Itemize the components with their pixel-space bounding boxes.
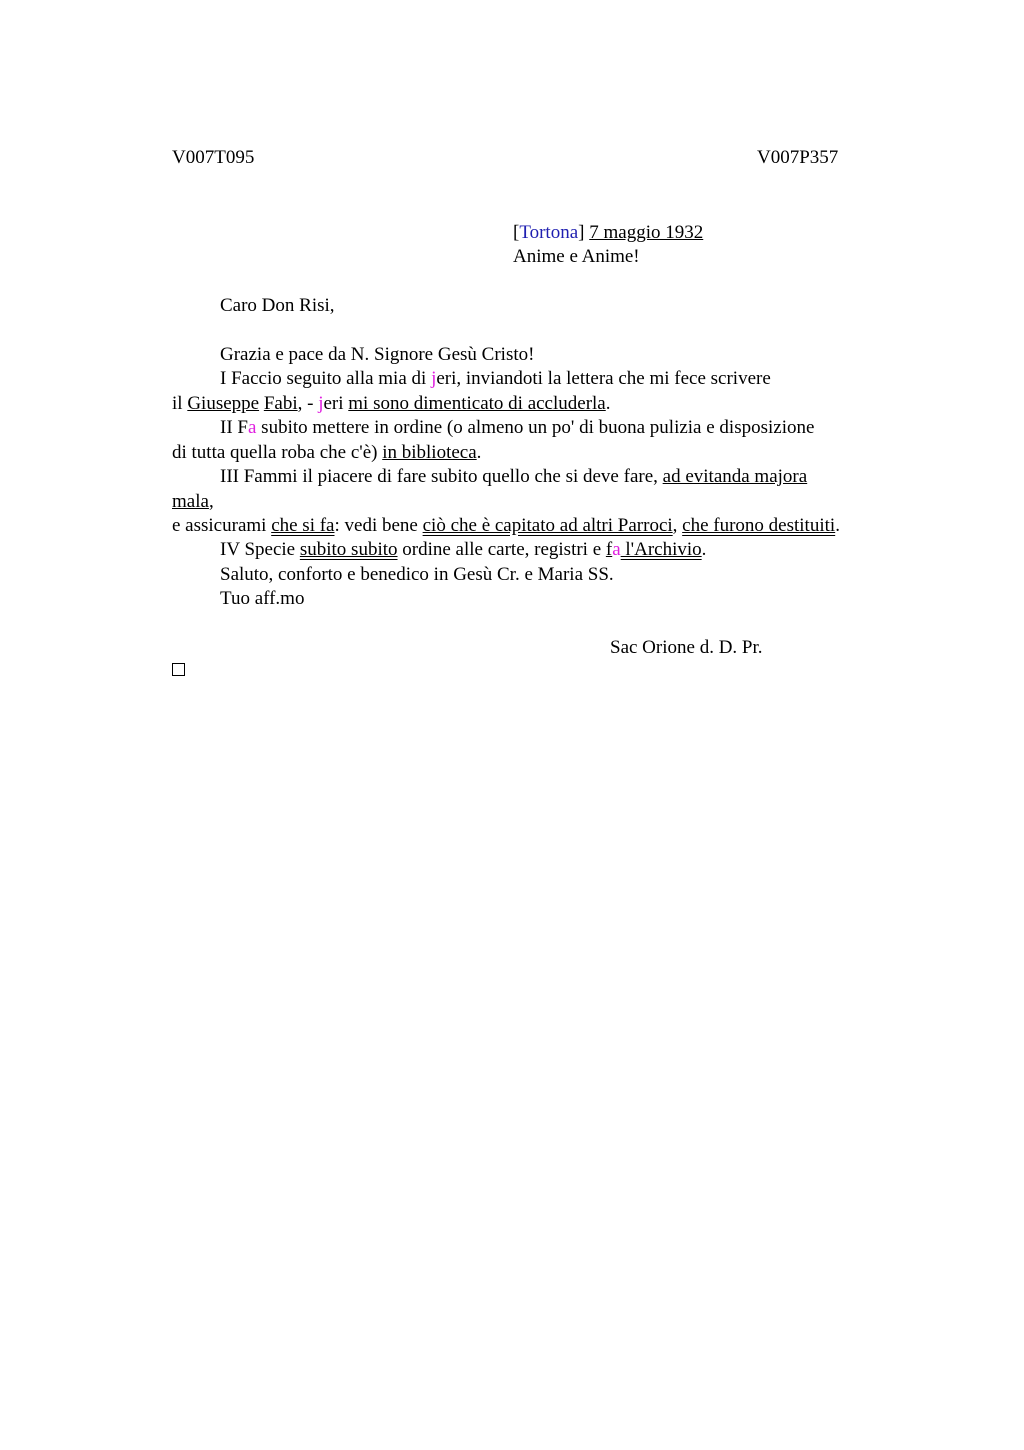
paragraph-3-line-2 [172, 490, 214, 514]
text-run: e assicurami [172, 515, 272, 536]
closing-blessing: Saluto, conforto e benedico in Gesù Cr. e Maria SS. [220, 564, 614, 585]
text-run: I Faccio seguito alla mia di [220, 368, 432, 389]
text-run: subito mettere in ordine (o almeno un po' di buona pulizia e disposizione [256, 417, 815, 438]
paragraph-3-line-1 [220, 465, 807, 489]
text-run: eri [323, 393, 349, 414]
signature: Sac Orione d. D. Pr. [610, 637, 763, 658]
text-run: III Fammi il piacere di fare subito quello che si deve fare, [220, 466, 663, 487]
correction-letter: j [431, 368, 437, 389]
double-underlined-phrase: che si fa [271, 515, 335, 536]
text-run: il [172, 393, 188, 414]
person-last-name: Fabi [263, 393, 298, 414]
text-run: ordine alle carte, registri e [397, 539, 606, 560]
text-run: : vedi bene [334, 515, 423, 536]
correction-letter: a [612, 539, 621, 560]
text-run: , [208, 491, 214, 512]
double-underlined-phrase: ciò che è capitato ad altri Parroci [422, 515, 673, 536]
document-code-right: V007P357 [757, 147, 839, 168]
underlined-phrase: mi sono dimenticato di accluderla [348, 393, 606, 414]
text-run: . [476, 442, 482, 463]
paragraph-2-line-1 [220, 416, 814, 440]
text-run: eri, inviandoti la lettera che mi fece scrivere [436, 368, 771, 389]
text-run: . [701, 539, 707, 560]
paragraph-2-line-2 [172, 441, 481, 465]
salutation: Caro Don Risi, [220, 295, 335, 316]
underlined-letter: f [605, 539, 613, 560]
text-run: II F [220, 417, 248, 438]
double-underlined-phrase: che furono destituiti [682, 515, 836, 536]
greeting: Grazia e pace da N. Signore Gesù Cristo! [220, 344, 535, 365]
text-run: . [605, 393, 611, 414]
letter-date: 7 maggio 1932 [589, 222, 704, 243]
closing-valediction: Tuo aff.mo [220, 588, 305, 609]
text-run: , [672, 515, 683, 536]
underlined-phrase: mala [172, 491, 209, 512]
text-run: IV Specie [220, 539, 300, 560]
end-marker-box-icon [172, 663, 185, 676]
dateline [513, 221, 703, 245]
paragraph-1-line-2 [172, 392, 611, 416]
document-code-left: V007T095 [172, 147, 255, 168]
person-first-name: Giuseppe [187, 393, 260, 414]
double-underlined-phrase: subito subito [299, 539, 398, 560]
paragraph-1-line-1 [220, 367, 771, 391]
double-underlined-phrase: l'Archivio [620, 539, 702, 560]
correction-letter: a [247, 417, 257, 438]
place-name: Tortona [519, 222, 579, 243]
correction-letter: j [318, 393, 324, 414]
underlined-phrase: ad evitanda majora [662, 466, 808, 487]
bracket-open: [ [513, 222, 520, 243]
bracket-close: ] [578, 222, 585, 243]
paragraph-3-line-3 [172, 514, 840, 538]
paragraph-4-line-1 [220, 538, 706, 562]
motto: Anime e Anime! [513, 246, 640, 267]
text-run: . [835, 515, 840, 536]
text-run: di tutta quella roba che c'è) [172, 442, 383, 463]
underlined-phrase: in biblioteca [382, 442, 477, 463]
text-run: , - [297, 393, 319, 414]
